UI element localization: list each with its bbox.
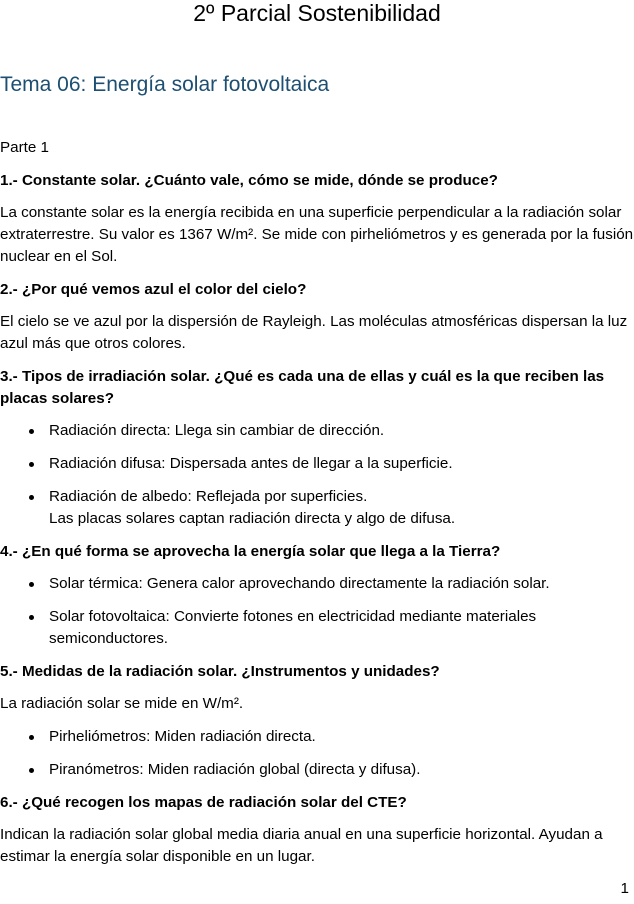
list-item xyxy=(0,573,634,595)
list-item-text: Piranómetros: Miden radiación global (directa y difusa). xyxy=(49,761,421,778)
document-title: 2º Parcial Sostenibilidad xyxy=(193,0,441,26)
section-title: Tema 06: Energía solar fotovoltaica xyxy=(0,73,330,96)
list-item xyxy=(0,606,634,650)
question-2: 2.- ¿Por qué vemos azul el color del cielo? xyxy=(0,281,307,298)
answer-5: La radiación solar se mide en W/m². xyxy=(0,695,244,712)
question-4: 4.- ¿En qué forma se aprovecha la energía solar que llega a la Tierra? xyxy=(0,543,501,560)
list-item-text: Radiación difusa: Dispersada antes de llegar a la superficie. xyxy=(49,455,453,472)
list-item xyxy=(0,453,634,475)
document-body xyxy=(0,137,634,879)
question-5: 5.- Medidas de la radiación solar. ¿Instrumentos y unidades? xyxy=(0,663,440,680)
list-item xyxy=(0,759,634,781)
answer-6: Indican la radiación solar global media diaria anual en una superficie horizontal. Ayudan a estimar la energía solar disponible en un lugar. xyxy=(0,826,603,865)
part-label: Parte 1 xyxy=(0,139,49,156)
question-1: 1.- Constante solar. ¿Cuánto vale, cómo se mide, dónde se produce? xyxy=(0,172,498,189)
list-item-text: Pirheliómetros: Miden radiación directa. xyxy=(49,728,316,745)
list-item-text: Radiación de albedo: Reflejada por superficies. xyxy=(49,488,368,505)
irradiation-types-list xyxy=(0,420,634,530)
solar-uses-list xyxy=(0,573,634,650)
list-item-text: Solar térmica: Genera calor aprovechando directamente la radiación solar. xyxy=(49,575,550,592)
list-item xyxy=(0,486,634,530)
page-number: 1 xyxy=(620,880,629,897)
question-3: 3.- Tipos de irradiación solar. ¿Qué es cada una de ellas y cuál es la que reciben las placas solares? xyxy=(0,368,605,407)
list-item xyxy=(0,420,634,442)
answer-2: El cielo se ve azul por la dispersión de Rayleigh. Las moléculas atmosféricas dispersan la luz azul más que otros colores. xyxy=(0,313,628,352)
list-item-text: Solar fotovoltaica: Convierte fotones en electricidad mediante materiales semiconductores. xyxy=(49,608,537,647)
list-item-text: Radiación directa: Llega sin cambiar de dirección. xyxy=(49,422,385,439)
instruments-list xyxy=(0,726,634,781)
list-item xyxy=(0,726,634,748)
answer-1: La constante solar es la energía recibida en una superficie perpendicular a la radiación solar extraterrestre. Su valor es 1367 W/m². Se mide con pirheliómetros y es generada por la fusión nuclear en el Sol. xyxy=(0,204,634,265)
question-6: 6.- ¿Qué recogen los mapas de radiación solar del CTE? xyxy=(0,794,407,811)
list-item-note: Las placas solares captan radiación directa y algo de difusa. xyxy=(49,510,456,527)
